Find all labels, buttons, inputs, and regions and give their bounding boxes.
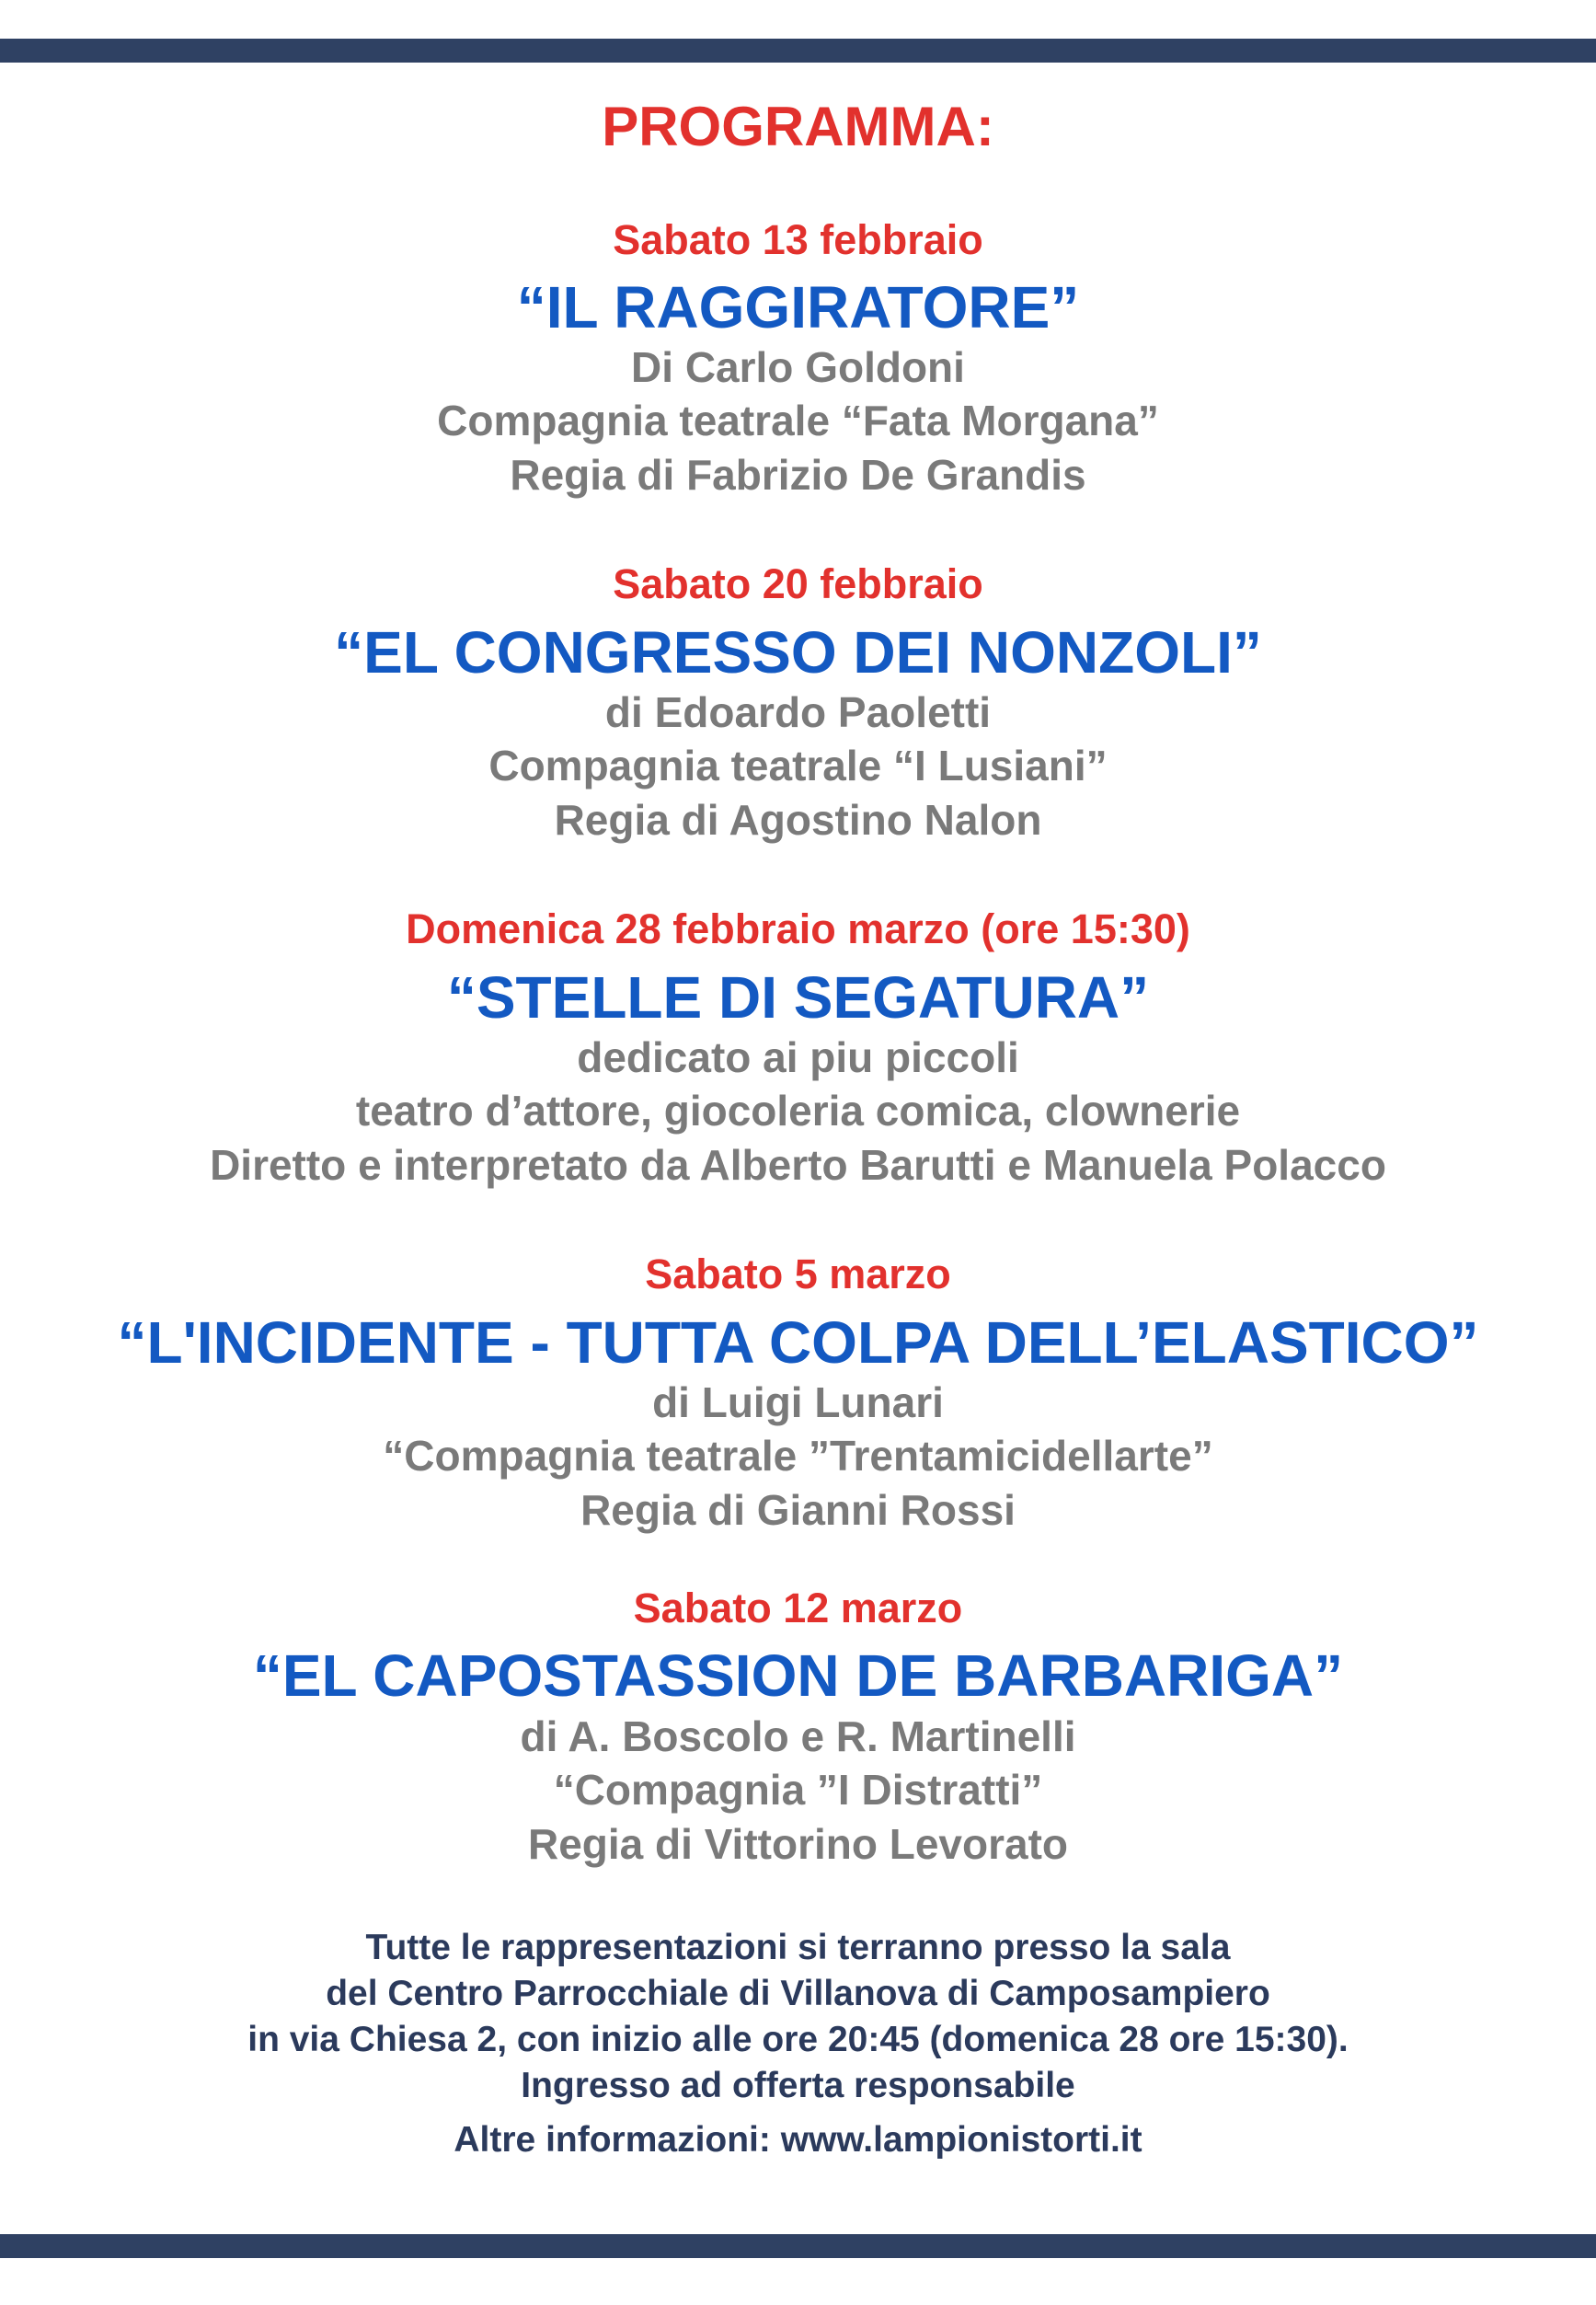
event-date: Sabato 5 marzo <box>645 1250 951 1297</box>
event-title: “EL CONGRESSO DEI NONZOLI” <box>334 619 1262 686</box>
event-date: Sabato 20 febbraio <box>613 560 983 607</box>
event-title: “IL RAGGIRATORE” <box>516 274 1080 340</box>
page-title: PROGRAMMA: <box>602 96 994 157</box>
event-company: “Compagnia teatrale ”Trentamicidellarte” <box>383 1432 1213 1480</box>
event-company: Compagnia teatrale “I Lusiani” <box>488 742 1108 789</box>
event-author: di A. Boscolo e R. Martinelli <box>520 1712 1076 1760</box>
top-border-bar <box>0 39 1596 63</box>
venue-note: in via Chiesa 2, con inizio alle ore 20:45 (domenica 28 ore 15:30). <box>247 2020 1349 2059</box>
bottom-border-bar <box>0 2234 1596 2258</box>
event-author: Di Carlo Goldoni <box>631 343 965 391</box>
event-title: “L'INCIDENTE - TUTTA COLPA DELL’ELASTICO” <box>117 1309 1479 1376</box>
event-author: di Luigi Lunari <box>652 1378 944 1426</box>
event-company: “Compagnia ”I Distratti” <box>553 1766 1043 1814</box>
event-genre: teatro d’attore, giocoleria comica, clownerie <box>355 1087 1241 1135</box>
event-date: Sabato 13 febbraio <box>613 216 983 263</box>
event-company: Compagnia teatrale “Fata Morgana” <box>437 397 1159 444</box>
event-author: di Edoardo Paoletti <box>604 688 992 736</box>
event-director: Regia di Agostino Nalon <box>554 796 1042 844</box>
event-director: Regia di Vittorino Levorato <box>528 1820 1068 1868</box>
event-date: Sabato 12 marzo <box>633 1585 963 1631</box>
event-director: Regia di Fabrizio De Grandis <box>510 451 1086 499</box>
admission-note: Ingresso ad offerta responsabile <box>521 2066 1075 2105</box>
event-title: “EL CAPOSTASSION DE BARBARIGA” <box>252 1642 1344 1709</box>
venue-note: del Centro Parrocchiale di Villanova di Camposampiero <box>326 1974 1270 2013</box>
event-director: Regia di Gianni Rossi <box>580 1486 1016 1534</box>
event-date: Domenica 28 febbraio marzo (ore 15:30) <box>406 905 1190 952</box>
event-title: “STELLE DI SEGATURA” <box>446 964 1150 1031</box>
more-info-link[interactable]: Altre informazioni: www.lampionistorti.it <box>454 2120 1142 2160</box>
venue-note: Tutte le rappresentazioni si terranno presso la sala <box>365 1928 1231 1967</box>
event-audience: dedicato ai piu piccoli <box>577 1033 1019 1081</box>
event-director: Diretto e interpretato da Alberto Barutti e Manuela Polacco <box>210 1141 1386 1189</box>
